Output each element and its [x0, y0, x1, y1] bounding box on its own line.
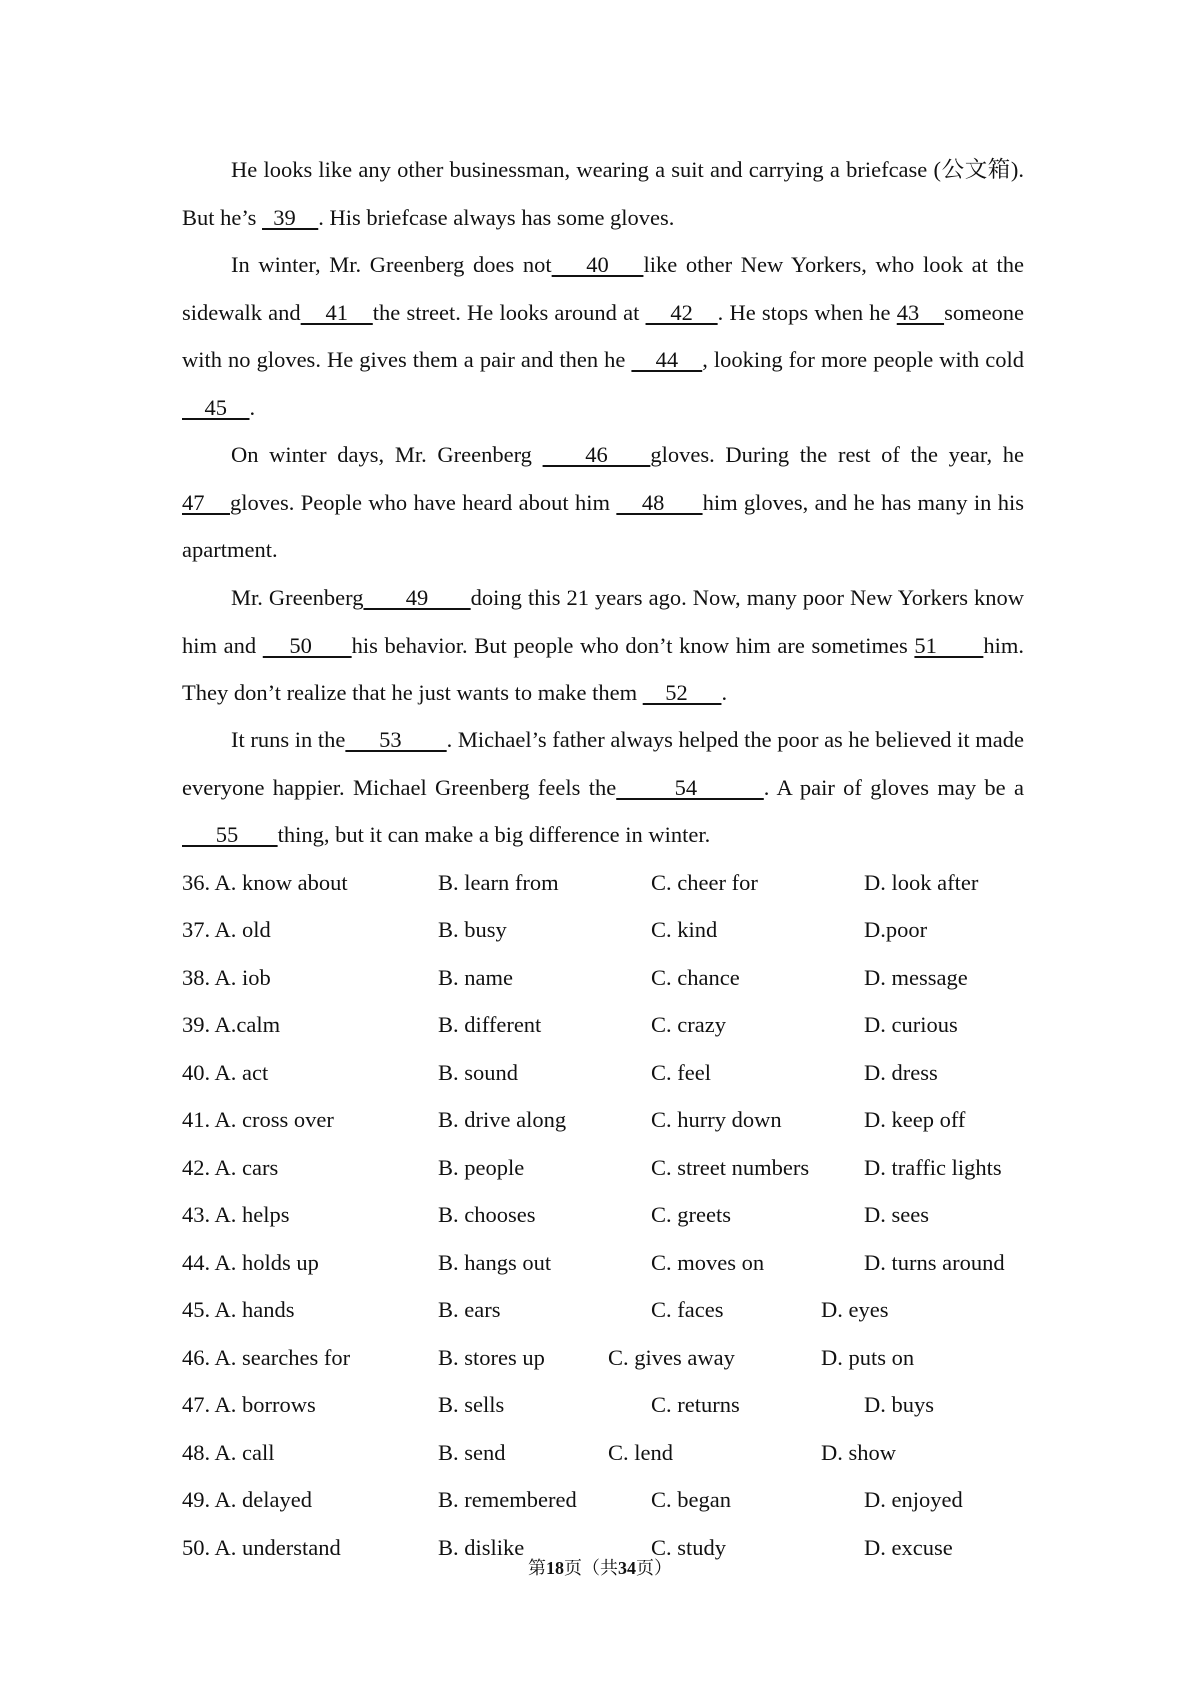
blank-51: 51 [914, 632, 984, 658]
option-d: D. traffic lights [864, 1155, 1002, 1180]
blank-39: 39 [262, 204, 319, 230]
option-c: C. gives away [608, 1345, 735, 1370]
question-row [182, 1096, 1082, 1144]
option-a: 41. A. cross over [182, 1107, 334, 1132]
option-d: D. puts on [821, 1345, 915, 1370]
page-footer [0, 1556, 1200, 1581]
option-a: 45. A. hands [182, 1297, 295, 1322]
blank-47: 47 [182, 489, 230, 515]
option-c: C. moves on [651, 1250, 765, 1275]
option-b: B. learn from [438, 870, 559, 895]
option-a: 50. A. understand [182, 1535, 341, 1560]
blank-55: 55 [182, 822, 278, 847]
blank-52: 52 [642, 680, 722, 705]
text: like other New Yorkers, who look at the sidewalk and [182, 252, 1024, 325]
option-a: 46. A. searches for [182, 1345, 351, 1370]
option-b: B. remembered [438, 1487, 577, 1512]
blank-49: 49 [363, 585, 471, 610]
text: doing this 21 years ago. Now, many poor New Yorkers know him and [182, 585, 1025, 658]
question-row [182, 1476, 1082, 1524]
option-a: 36. A. know about [182, 870, 348, 895]
option-b: B. drive along [438, 1107, 567, 1132]
paragraph-4 [182, 574, 1024, 717]
option-b: B. hangs out [438, 1250, 552, 1275]
text: . [249, 394, 256, 420]
page-number: 18 [546, 1558, 564, 1578]
text: Mr. Greenberg [231, 585, 364, 610]
option-c: C. kind [651, 917, 718, 942]
option-b: B. sells [438, 1392, 505, 1417]
text: his behavior. But people who don’t know him are sometimes [351, 632, 915, 658]
footer-text: 页） [636, 1558, 672, 1579]
option-d: D. curious [864, 1012, 958, 1037]
text: the street. He looks around at [372, 299, 646, 325]
option-b: B. stores up [438, 1345, 545, 1370]
option-c: C. street numbers [651, 1155, 810, 1180]
option-a: 42. A. cars [182, 1155, 279, 1180]
option-d: D. sees [864, 1202, 929, 1227]
text: thing, but it can make a big difference in winter. [277, 822, 711, 847]
option-a: 37. A. old [182, 917, 271, 942]
text: , looking for more people with cold [702, 347, 1024, 372]
option-d: D. dress [864, 1060, 938, 1085]
option-c: C. study [651, 1535, 727, 1560]
blank-53: 53 [345, 727, 447, 752]
text: someone with no gloves. He gives them a pair and then he [182, 299, 1025, 372]
option-b: B. people [438, 1155, 525, 1180]
text: gloves. People who have heard about him [229, 489, 617, 515]
text: . [721, 680, 728, 705]
option-a: 39. A.calm [182, 1012, 281, 1037]
option-d: D. look after [864, 870, 979, 895]
page-total: 34 [618, 1558, 636, 1578]
question-row [182, 1334, 1082, 1382]
option-c: C. lend [608, 1440, 673, 1465]
text: . He stops when he [717, 299, 897, 325]
option-a: 48. A. call [182, 1440, 275, 1465]
text: . His briefcase always has some gloves. [318, 204, 675, 230]
option-d: D.poor [864, 917, 928, 942]
blank-44: 44 [631, 347, 703, 372]
text: . A pair of gloves may be a [763, 774, 1024, 800]
option-b: B. different [438, 1012, 542, 1037]
option-a: 43. A. helps [182, 1202, 290, 1227]
option-a: 47. A. borrows [182, 1392, 316, 1417]
question-row [182, 1429, 1082, 1477]
text: . Michael’s father always helped the poor as he believed it made everyone happier. Michael Greenberg feels the [182, 727, 1024, 800]
option-b: B. busy [438, 917, 507, 942]
blank-48: 48 [616, 489, 703, 515]
option-d: D. enjoyed [864, 1487, 963, 1512]
blank-40: 40 [551, 252, 644, 277]
option-c: C. began [651, 1487, 731, 1512]
option-d: D. turns around [864, 1250, 1005, 1275]
text: He looks like any other businessman, wearing a suit and carrying a briefcase (公文箱). But he’s [182, 157, 1024, 230]
option-a: 49. A. delayed [182, 1487, 312, 1512]
paragraph-5 [182, 716, 1024, 859]
question-row [182, 859, 1082, 907]
paragraph-2 [182, 241, 1024, 431]
paragraph-3 [182, 431, 1024, 574]
paragraph-1 [182, 146, 1024, 241]
option-c: C. hurry down [651, 1107, 782, 1132]
option-a: 44. A. holds up [182, 1250, 319, 1275]
option-c: C. feel [651, 1060, 711, 1085]
option-b: B. dislike [438, 1535, 525, 1560]
question-row [182, 1191, 1082, 1239]
question-row [182, 1001, 1082, 1049]
blank-45: 45 [182, 394, 250, 420]
option-c: C. greets [651, 1202, 731, 1227]
option-c: C. crazy [651, 1012, 726, 1037]
option-c: C. faces [651, 1297, 724, 1322]
option-b: B. ears [438, 1297, 501, 1322]
blank-50: 50 [262, 632, 352, 658]
blank-41: 41 [300, 299, 373, 325]
option-d: D. message [864, 965, 968, 990]
text: gloves. During the rest of the year, he [650, 442, 1024, 467]
text: In winter, Mr. Greenberg does not [231, 252, 552, 277]
question-row [182, 1049, 1082, 1097]
option-a: 40. A. act [182, 1060, 269, 1085]
footer-text: 第 [528, 1558, 546, 1579]
option-c: C. cheer for [651, 870, 758, 895]
text: him gloves, and he has many in his apartment. [182, 489, 1024, 562]
blank-54: 54 [616, 774, 764, 800]
option-b: B. name [438, 965, 513, 990]
text: On winter days, Mr. Greenberg [231, 442, 543, 467]
footer-text: 页（共 [564, 1558, 618, 1579]
question-row [182, 906, 1082, 954]
option-b: B. sound [438, 1060, 519, 1085]
option-d: D. show [821, 1440, 897, 1465]
question-row [182, 1144, 1082, 1192]
question-row [182, 1239, 1082, 1287]
text: It runs in the [231, 727, 346, 752]
option-d: D. eyes [821, 1297, 889, 1322]
option-a: 38. A. iob [182, 965, 271, 990]
option-d: D. excuse [864, 1535, 953, 1560]
option-c: C. chance [651, 965, 740, 990]
question-row [182, 954, 1082, 1002]
question-row [182, 1286, 1082, 1334]
question-row [182, 1381, 1082, 1429]
blank-46: 46 [542, 442, 651, 467]
option-d: D. keep off [864, 1107, 966, 1132]
blank-42: 42 [645, 299, 718, 325]
option-d: D. buys [864, 1392, 935, 1417]
option-b: B. send [438, 1440, 506, 1465]
option-c: C. returns [651, 1392, 740, 1417]
option-b: B. chooses [438, 1202, 536, 1227]
text: him. They don’t realize that he just wants to make them [182, 632, 1025, 705]
blank-43: 43 [896, 299, 945, 325]
